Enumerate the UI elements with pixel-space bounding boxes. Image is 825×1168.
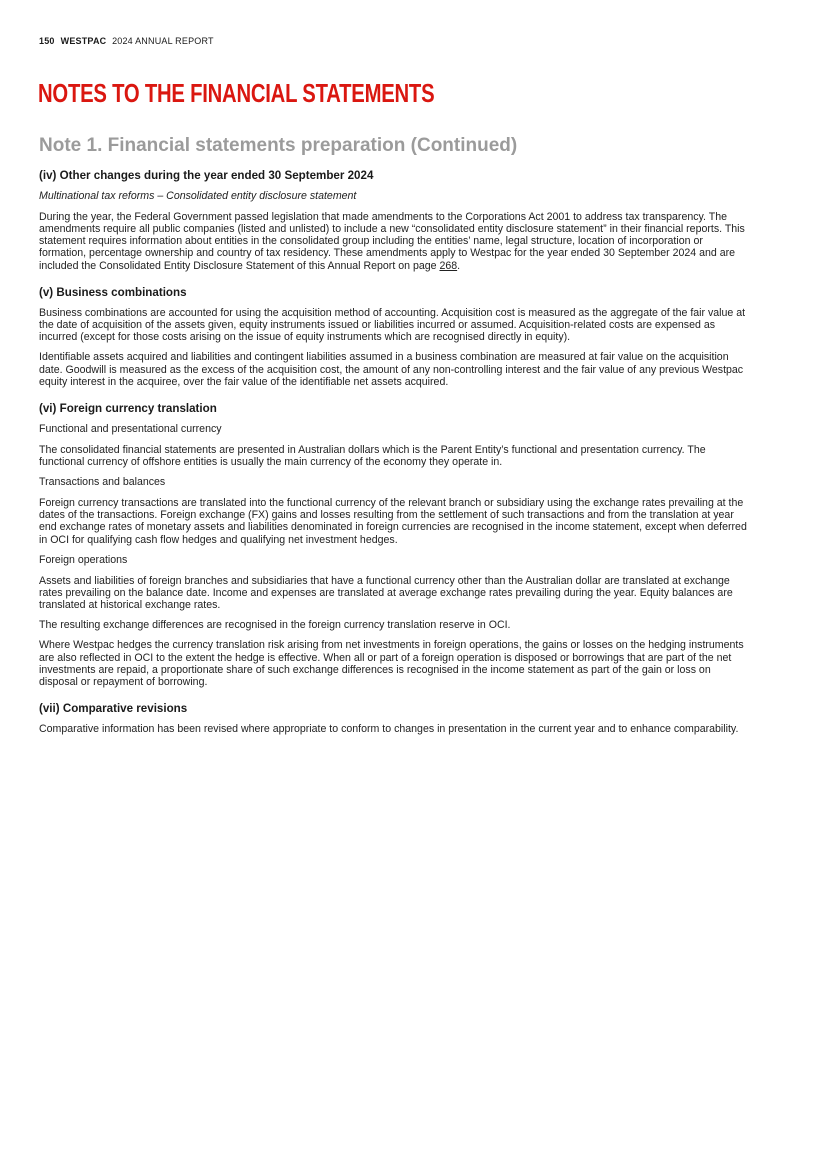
section-subheading: Multinational tax reforms – Consolidated entity disclosure statement [39,190,357,202]
paragraph: Assets and liabilities of foreign branches and subsidiaries that have a functional currency other than the Australian dollar are translated at exchange rates prevailing on the balance date. Income and expenses are translated at average exchange rates prevailing during the year. Equity balances are translated at historical exchange rates. [39,574,733,612]
page-title: NOTES TO THE FINANCIAL STATEMENTS [38,78,435,108]
running-header [39,36,214,46]
paragraph: Identifiable assets acquired and liabilities and contingent liabilities assumed in a business combination are measured at fair value on the acquisition date. Goodwill is measured as the excess of the acquisition cost, the amount of any non-controlling interest and the fair value of any previous Westpac equity interest in the acquiree, over the fair value of the identifiable net assets acquired. [39,351,744,388]
section-subheading: Transactions and balances [39,476,166,489]
section-heading: (vii) Comparative revisions [39,702,188,716]
paragraph-end: . [457,259,461,272]
page-number: 150 [39,36,55,46]
paragraph: The resulting exchange differences are recognised in the foreign currency translation reserve in OCI. [39,619,511,632]
paragraph-text: During the year, the Federal Government passed legislation that made amendments to the Corporations Act 2001 to address tax transparency. The amendments require all public companies (listed and unlisted) to include a new “consolidated entity disclosure statement” in their financial reports. This statement requires information about entities in the consolidated group including the entities’ name, legal structure, location of incorporation or formation, percentage ownership and country of tax residency. These amendments apply to Westpac for the year ended 30 September 2024 and are included the Consolidated Entity Disclosure Statement of this Annual Report on page [39,210,745,272]
paragraph: The consolidated financial statements are presented in Australian dollars which is the Parent Entity’s functional and presentation currency. The functional currency of offshore entities is usually the main currency of the economy they operate in. [39,443,706,469]
section-heading: (iv) Other changes during the year ended 30 September 2024 [39,169,374,182]
paragraph: Comparative information has been revised where appropriate to conform to changes in presentation in the current year and to enhance comparability. [39,723,739,736]
section-iv [39,169,751,272]
paragraph: Business combinations are accounted for using the acquisition method of accounting. Acquisition cost is measured as the aggregate of the fair value at the date of acquisition of the assets given, equity instruments issued or liabilities incurred or assumed. Acquisition-related costs are expensed as incurred (except for those costs arising on the issue of equity instruments which are recognised directly in equity). [39,306,746,344]
paragraph: Where Westpac hedges the currency translation risk arising from net investments in foreign operations, the gains or losses on the hedging instruments are also reflected in OCI to the extent the hedge is effective. When all or part of a foreign operation is disposed or borrowings that are part of the net investments are repaid, a proportionate share of such exchange differences is recognised in the income statement as part of the gain or loss on disposal or repayment of borrowing. [39,639,744,689]
page-link[interactable]: 268 [439,259,458,272]
section-subheading: Functional and presentational currency [39,423,222,436]
section-v [39,286,751,388]
note-heading: Note 1. Financial statements preparation (Continued) [39,135,518,156]
section-subheading: Foreign operations [39,553,128,566]
paragraph [39,211,751,272]
paragraph: Foreign currency transactions are translated into the functional currency of the relevant branch or subsidiary using the exchange rates prevailing at the dates of the transactions. Foreign exchange (FX) gains and losses resulting from the settlement of such transactions and from the translation at year end exchange rates of monetary assets and liabilities denominated in foreign currencies are recognised in the income statement, except when deferred in OCI for qualifying cash flow hedges and qualifying net investment hedges. [39,497,747,546]
section-heading: (vi) Foreign currency translation [39,402,217,416]
brand-name: WESTPAC [60,36,107,46]
report-name: 2024 ANNUAL REPORT [112,36,214,46]
section-vi [39,402,751,688]
document-body [39,169,751,749]
section-vii [39,702,751,735]
section-heading: (v) Business combinations [39,285,187,299]
